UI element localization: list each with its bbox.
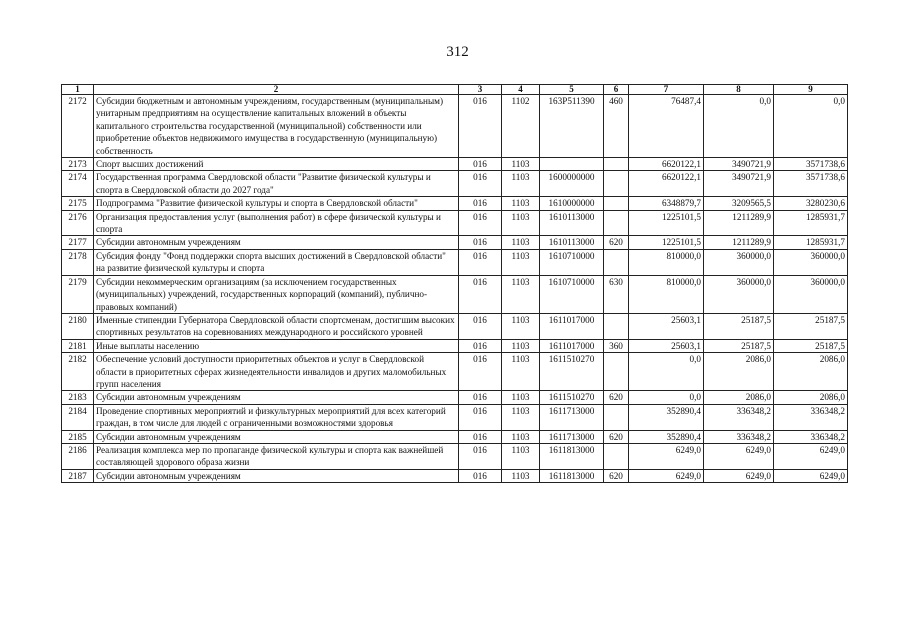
expense-type-code — [604, 353, 629, 391]
amount-col9: 1285931,7 — [774, 236, 848, 249]
table-row — [62, 249, 848, 275]
section-code: 1103 — [502, 158, 540, 171]
column-header-9: 9 — [774, 85, 848, 95]
row-name: Проведение спортивных мероприятий и физкультурных мероприятий для всех категорий граждан, в том числе для людей с ограниченными возможностями здоровья — [94, 404, 459, 430]
amount-col7: 810000,0 — [629, 275, 704, 313]
amount-col9: 360000,0 — [774, 275, 848, 313]
amount-col8: 360000,0 — [704, 249, 774, 275]
table-row — [62, 313, 848, 339]
amount-col8: 336348,2 — [704, 430, 774, 443]
target-article-code: 1600000000 — [540, 171, 604, 197]
row-name: Спорт высших достижений — [94, 158, 459, 171]
row-name: Государственная программа Свердловской области "Развитие физической культуры и спорта в Свердловской области до 2027 года" — [94, 171, 459, 197]
section-code: 1103 — [502, 275, 540, 313]
section-code: 1103 — [502, 171, 540, 197]
amount-col9: 3571738,6 — [774, 171, 848, 197]
amount-col7: 352890,4 — [629, 430, 704, 443]
amount-col7: 1225101,5 — [629, 210, 704, 236]
row-name: Субсидии автономным учреждениям — [94, 469, 459, 482]
amount-col8: 360000,0 — [704, 275, 774, 313]
amount-col7: 25603,1 — [629, 339, 704, 352]
amount-col8: 2086,0 — [704, 353, 774, 391]
row-number: 2173 — [62, 158, 94, 171]
ministry-code: 016 — [459, 443, 502, 469]
section-code: 1102 — [502, 95, 540, 158]
row-name: Реализация комплекса мер по пропаганде физической культуры и спорта как важнейшей составляющей здорового образа жизни — [94, 443, 459, 469]
amount-col7: 1225101,5 — [629, 236, 704, 249]
amount-col9: 1285931,7 — [774, 210, 848, 236]
row-name: Субсидии автономным учреждениям — [94, 236, 459, 249]
column-header-5: 5 — [540, 85, 604, 95]
target-article-code: 1610113000 — [540, 236, 604, 249]
section-code: 1103 — [502, 339, 540, 352]
row-name: Обеспечение условий доступности приоритетных объектов и услуг в Свердловской области в приоритетных сферах жизнедеятельности инвалидов и других маломобильных групп населения — [94, 353, 459, 391]
ministry-code: 016 — [459, 171, 502, 197]
row-number: 2185 — [62, 430, 94, 443]
table-row — [62, 391, 848, 404]
table-header — [62, 85, 848, 95]
column-header-4: 4 — [502, 85, 540, 95]
budget-table — [61, 84, 848, 483]
amount-col9: 336348,2 — [774, 404, 848, 430]
expense-type-code: 360 — [604, 339, 629, 352]
row-name: Именные стипендии Губернатора Свердловской области спортсменам, достигшим высоких спортивных результатов на соревнованиях международного и российского уровней — [94, 313, 459, 339]
ministry-code: 016 — [459, 353, 502, 391]
ministry-code: 016 — [459, 158, 502, 171]
ministry-code: 016 — [459, 95, 502, 158]
ministry-code: 016 — [459, 249, 502, 275]
row-number: 2172 — [62, 95, 94, 158]
target-article-code: 1610000000 — [540, 197, 604, 210]
table-row — [62, 339, 848, 352]
amount-col8: 25187,5 — [704, 339, 774, 352]
amount-col7: 76487,4 — [629, 95, 704, 158]
row-number: 2180 — [62, 313, 94, 339]
expense-type-code: 620 — [604, 469, 629, 482]
amount-col9: 2086,0 — [774, 353, 848, 391]
column-header-2: 2 — [94, 85, 459, 95]
table-row — [62, 95, 848, 158]
amount-col8: 6249,0 — [704, 469, 774, 482]
page-number: 312 — [446, 44, 469, 60]
row-number: 2182 — [62, 353, 94, 391]
ministry-code: 016 — [459, 197, 502, 210]
target-article-code: 1611017000 — [540, 339, 604, 352]
row-name: Субсидии автономным учреждениям — [94, 391, 459, 404]
ministry-code: 016 — [459, 236, 502, 249]
table-row — [62, 469, 848, 482]
target-article-code: 1611813000 — [540, 443, 604, 469]
column-header-1: 1 — [62, 85, 94, 95]
amount-col8: 6249,0 — [704, 443, 774, 469]
row-number: 2186 — [62, 443, 94, 469]
target-article-code: 1611510270 — [540, 353, 604, 391]
ministry-code: 016 — [459, 210, 502, 236]
amount-col9: 6249,0 — [774, 469, 848, 482]
ministry-code: 016 — [459, 275, 502, 313]
table-row — [62, 158, 848, 171]
expense-type-code — [604, 443, 629, 469]
amount-col9: 0,0 — [774, 95, 848, 158]
amount-col8: 0,0 — [704, 95, 774, 158]
table-body — [62, 95, 848, 483]
row-name: Организация предоставления услуг (выполнения работ) в сфере физической культуры и спорта — [94, 210, 459, 236]
ministry-code: 016 — [459, 404, 502, 430]
amount-col7: 810000,0 — [629, 249, 704, 275]
column-header-7: 7 — [629, 85, 704, 95]
row-number: 2178 — [62, 249, 94, 275]
ministry-code: 016 — [459, 469, 502, 482]
amount-col8: 1211289,9 — [704, 236, 774, 249]
target-article-code — [540, 158, 604, 171]
table-row — [62, 236, 848, 249]
amount-col7: 6249,0 — [629, 443, 704, 469]
amount-col8: 2086,0 — [704, 391, 774, 404]
expense-type-code — [604, 313, 629, 339]
section-code: 1103 — [502, 236, 540, 249]
target-article-code: 1611017000 — [540, 313, 604, 339]
target-article-code: 1610113000 — [540, 210, 604, 236]
amount-col7: 6348879,7 — [629, 197, 704, 210]
target-article-code: 1611510270 — [540, 391, 604, 404]
amount-col7: 6620122,1 — [629, 158, 704, 171]
target-article-code: 1611813000 — [540, 469, 604, 482]
row-name: Иные выплаты населению — [94, 339, 459, 352]
column-header-8: 8 — [704, 85, 774, 95]
amount-col8: 3490721,9 — [704, 171, 774, 197]
row-number: 2177 — [62, 236, 94, 249]
row-number: 2176 — [62, 210, 94, 236]
row-number: 2183 — [62, 391, 94, 404]
table-row — [62, 404, 848, 430]
expense-type-code — [604, 158, 629, 171]
expense-type-code — [604, 404, 629, 430]
expense-type-code: 620 — [604, 236, 629, 249]
section-code: 1103 — [502, 469, 540, 482]
amount-col7: 0,0 — [629, 353, 704, 391]
expense-type-code: 630 — [604, 275, 629, 313]
table-row — [62, 443, 848, 469]
table-row — [62, 171, 848, 197]
target-article-code: 163P511390 — [540, 95, 604, 158]
row-number: 2181 — [62, 339, 94, 352]
amount-col7: 0,0 — [629, 391, 704, 404]
row-name: Субсидии автономным учреждениям — [94, 430, 459, 443]
table-row — [62, 353, 848, 391]
section-code: 1103 — [502, 391, 540, 404]
target-article-code: 1610710000 — [540, 249, 604, 275]
section-code: 1103 — [502, 197, 540, 210]
target-article-code: 1610710000 — [540, 275, 604, 313]
amount-col9: 3571738,6 — [774, 158, 848, 171]
amount-col7: 352890,4 — [629, 404, 704, 430]
row-name: Подпрограмма "Развитие физической культуры и спорта в Свердловской области" — [94, 197, 459, 210]
amount-col9: 360000,0 — [774, 249, 848, 275]
amount-col9: 2086,0 — [774, 391, 848, 404]
expense-type-code — [604, 197, 629, 210]
row-number: 2175 — [62, 197, 94, 210]
target-article-code: 1611713000 — [540, 404, 604, 430]
header-row — [62, 85, 848, 95]
section-code: 1103 — [502, 430, 540, 443]
row-name: Субсидии бюджетным и автономным учреждениям, государственным (муниципальным) унитарным предприятиям на осуществление капитальных вложений в объекты капитального строительства государственной (муниципальной) собственности или приобретение объектов недвижимого имущества в государственную (муниципальную) собственность — [94, 95, 459, 158]
section-code: 1103 — [502, 353, 540, 391]
section-code: 1103 — [502, 249, 540, 275]
amount-col7: 25603,1 — [629, 313, 704, 339]
row-number: 2174 — [62, 171, 94, 197]
amount-col9: 3280230,6 — [774, 197, 848, 210]
table-row — [62, 197, 848, 210]
row-name: Субсидии некоммерческим организациям (за исключением государственных (муниципальных) учреждений, государственных корпораций (компаний), публично-правовых компаний) — [94, 275, 459, 313]
expense-type-code: 620 — [604, 391, 629, 404]
amount-col8: 1211289,9 — [704, 210, 774, 236]
amount-col9: 25187,5 — [774, 339, 848, 352]
row-name: Субсидия фонду "Фонд поддержки спорта высших достижений в Свердловской области" на развитие физической культуры и спорта — [94, 249, 459, 275]
table-row — [62, 275, 848, 313]
ministry-code: 016 — [459, 339, 502, 352]
amount-col9: 6249,0 — [774, 443, 848, 469]
row-number: 2179 — [62, 275, 94, 313]
row-number: 2187 — [62, 469, 94, 482]
expense-type-code — [604, 249, 629, 275]
expense-type-code: 460 — [604, 95, 629, 158]
row-number: 2184 — [62, 404, 94, 430]
table-row — [62, 430, 848, 443]
column-header-3: 3 — [459, 85, 502, 95]
amount-col8: 336348,2 — [704, 404, 774, 430]
amount-col8: 25187,5 — [704, 313, 774, 339]
expense-type-code: 620 — [604, 430, 629, 443]
column-header-6: 6 — [604, 85, 629, 95]
amount-col9: 336348,2 — [774, 430, 848, 443]
section-code: 1103 — [502, 404, 540, 430]
amount-col8: 3209565,5 — [704, 197, 774, 210]
amount-col8: 3490721,9 — [704, 158, 774, 171]
amount-col9: 25187,5 — [774, 313, 848, 339]
ministry-code: 016 — [459, 313, 502, 339]
ministry-code: 016 — [459, 391, 502, 404]
target-article-code: 1611713000 — [540, 430, 604, 443]
ministry-code: 016 — [459, 430, 502, 443]
expense-type-code — [604, 210, 629, 236]
section-code: 1103 — [502, 210, 540, 236]
expense-type-code — [604, 171, 629, 197]
amount-col7: 6249,0 — [629, 469, 704, 482]
section-code: 1103 — [502, 313, 540, 339]
section-code: 1103 — [502, 443, 540, 469]
amount-col7: 6620122,1 — [629, 171, 704, 197]
table-row — [62, 210, 848, 236]
